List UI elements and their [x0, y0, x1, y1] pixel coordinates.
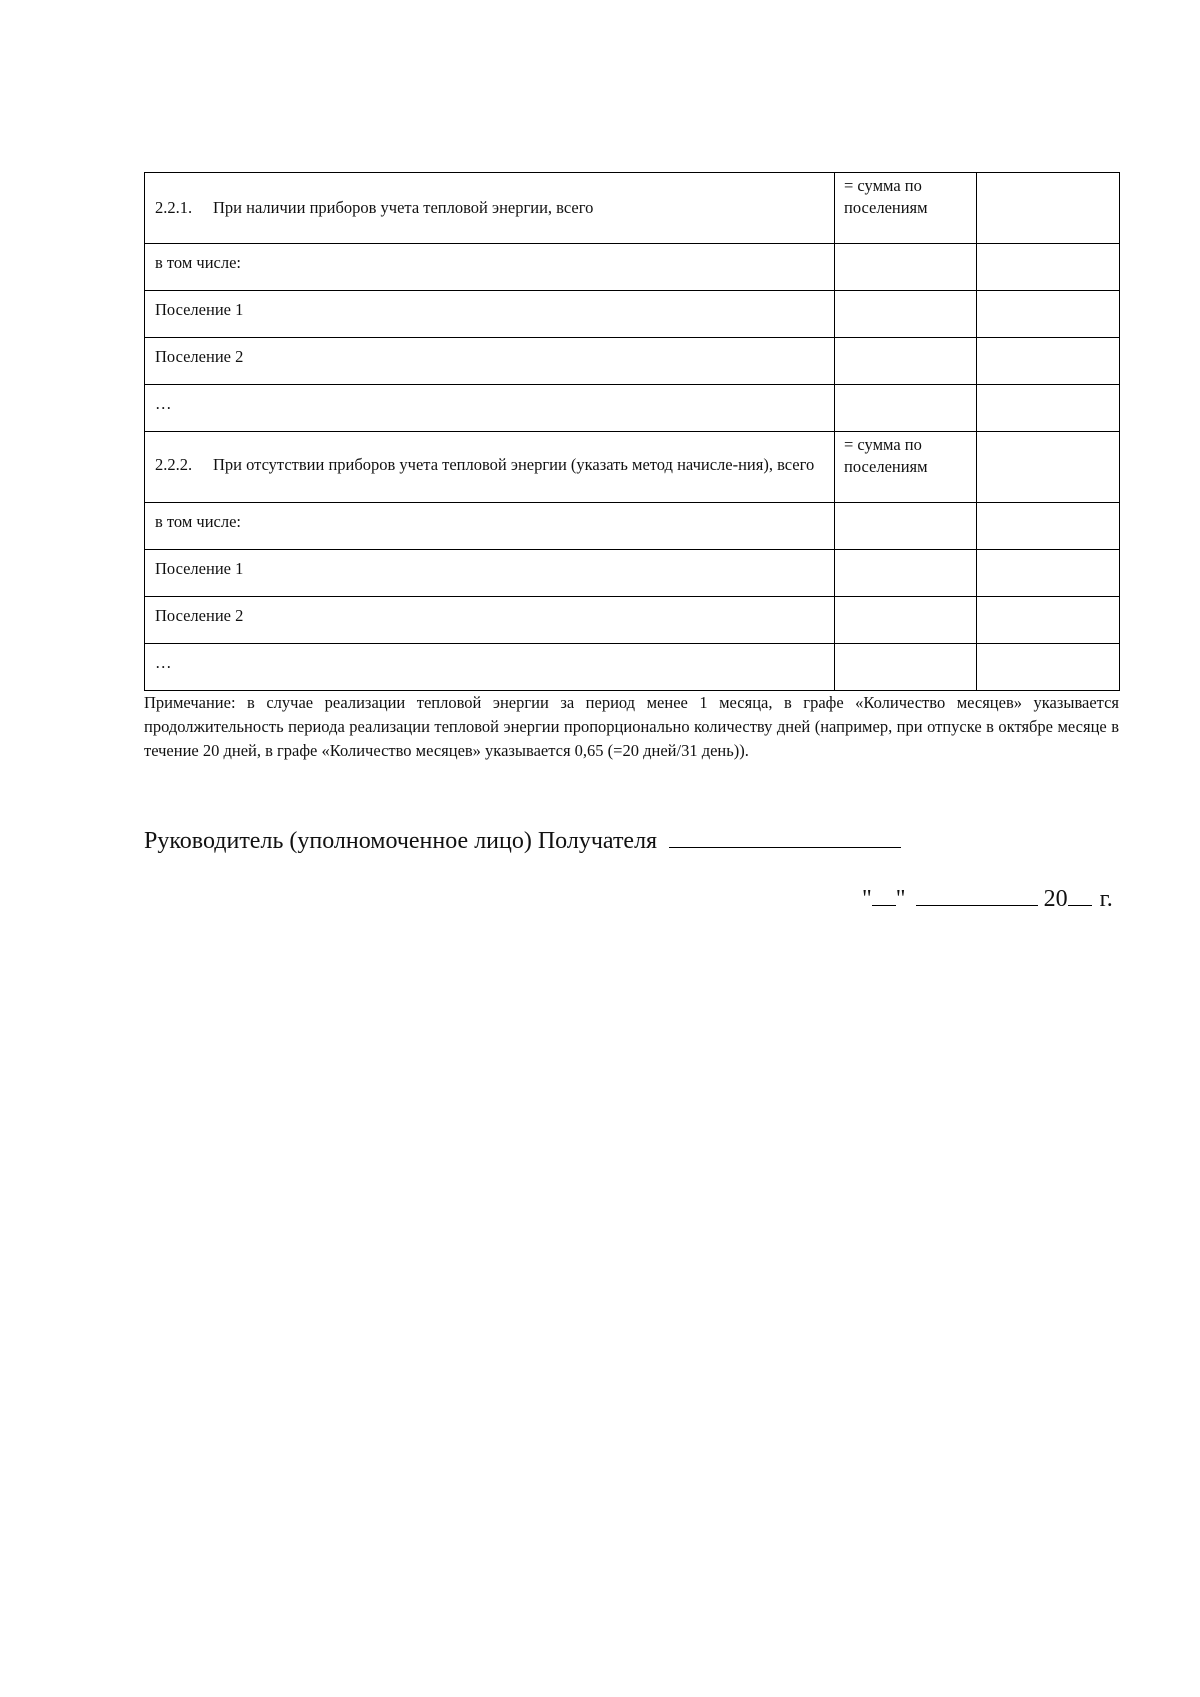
sum-cell: = сумма по поселениям [835, 432, 977, 503]
sum-cell [835, 550, 977, 597]
table-row [145, 244, 1120, 291]
sum-cell: = сумма по поселениям [835, 173, 977, 244]
date-quote-open: " [862, 886, 872, 912]
value-cell [977, 597, 1120, 644]
row-label: в том числе: [155, 253, 242, 272]
value-cell [977, 503, 1120, 550]
table-row [145, 597, 1120, 644]
row-label-cell [145, 597, 835, 644]
sum-cell [835, 291, 977, 338]
item-label: При отсутствии приборов учета тепловой энергии (указать метод начисле-ния), всего [213, 455, 815, 474]
row-label: … [155, 653, 172, 672]
row-label: … [155, 394, 172, 413]
sum-cell [835, 503, 977, 550]
value-cell [977, 432, 1120, 503]
year-blank[interactable] [1068, 885, 1092, 906]
date-quote-close: " [895, 886, 906, 912]
signature-line [144, 826, 901, 856]
table-row [145, 173, 1120, 244]
row-label-cell [145, 550, 835, 597]
sum-cell [835, 597, 977, 644]
value-cell [977, 550, 1120, 597]
sum-cell [835, 338, 977, 385]
signature-blank[interactable] [669, 827, 901, 848]
value-cell [977, 244, 1120, 291]
item-number: 2.2.2. [155, 455, 193, 474]
value-cell [977, 338, 1120, 385]
sum-cell [835, 385, 977, 432]
table-row [145, 503, 1120, 550]
signature-label: Руководитель (уполномоченное лицо) Получателя [144, 828, 658, 854]
row-label-cell [145, 291, 835, 338]
table-row [145, 644, 1120, 691]
date-line [862, 884, 1113, 914]
row-label-cell [145, 385, 835, 432]
item-label: При наличии приборов учета тепловой энергии, всего [213, 198, 594, 217]
row-label-cell [145, 503, 835, 550]
day-blank[interactable] [872, 885, 896, 906]
value-cell [977, 644, 1120, 691]
table-note: Примечание: в случае реализации тепловой энергии за период менее 1 месяца, в графе «Количество месяцев» указывается продолжительность периода реализации тепловой энергии пропорционально количеству дней (например, при отпуске в октябре месяце в течение 20 дней, в графе «Количество месяцев» указывается 0,65 (=20 дней/31 день)). [144, 692, 1119, 760]
table-row [145, 338, 1120, 385]
row-label-cell [145, 244, 835, 291]
year-suffix: г. [1099, 886, 1113, 912]
item-number: 2.2.1. [155, 198, 193, 217]
table-row [145, 291, 1120, 338]
table-row [145, 550, 1120, 597]
table-row [145, 432, 1120, 503]
table-row [145, 385, 1120, 432]
row-label-cell [145, 644, 835, 691]
heat-energy-table [144, 172, 1120, 691]
year-prefix: 20 [1043, 886, 1068, 912]
row-label-cell [145, 432, 835, 503]
row-label: Поселение 2 [155, 347, 244, 366]
row-label: в том числе: [155, 512, 242, 531]
row-label-cell [145, 173, 835, 244]
value-cell [977, 291, 1120, 338]
row-label: Поселение 2 [155, 606, 244, 625]
value-cell [977, 173, 1120, 244]
value-cell [977, 385, 1120, 432]
row-label: Поселение 1 [155, 559, 244, 578]
row-label: Поселение 1 [155, 300, 244, 319]
sum-cell [835, 244, 977, 291]
sum-cell [835, 644, 977, 691]
row-label-cell [145, 338, 835, 385]
month-blank[interactable] [916, 885, 1038, 906]
